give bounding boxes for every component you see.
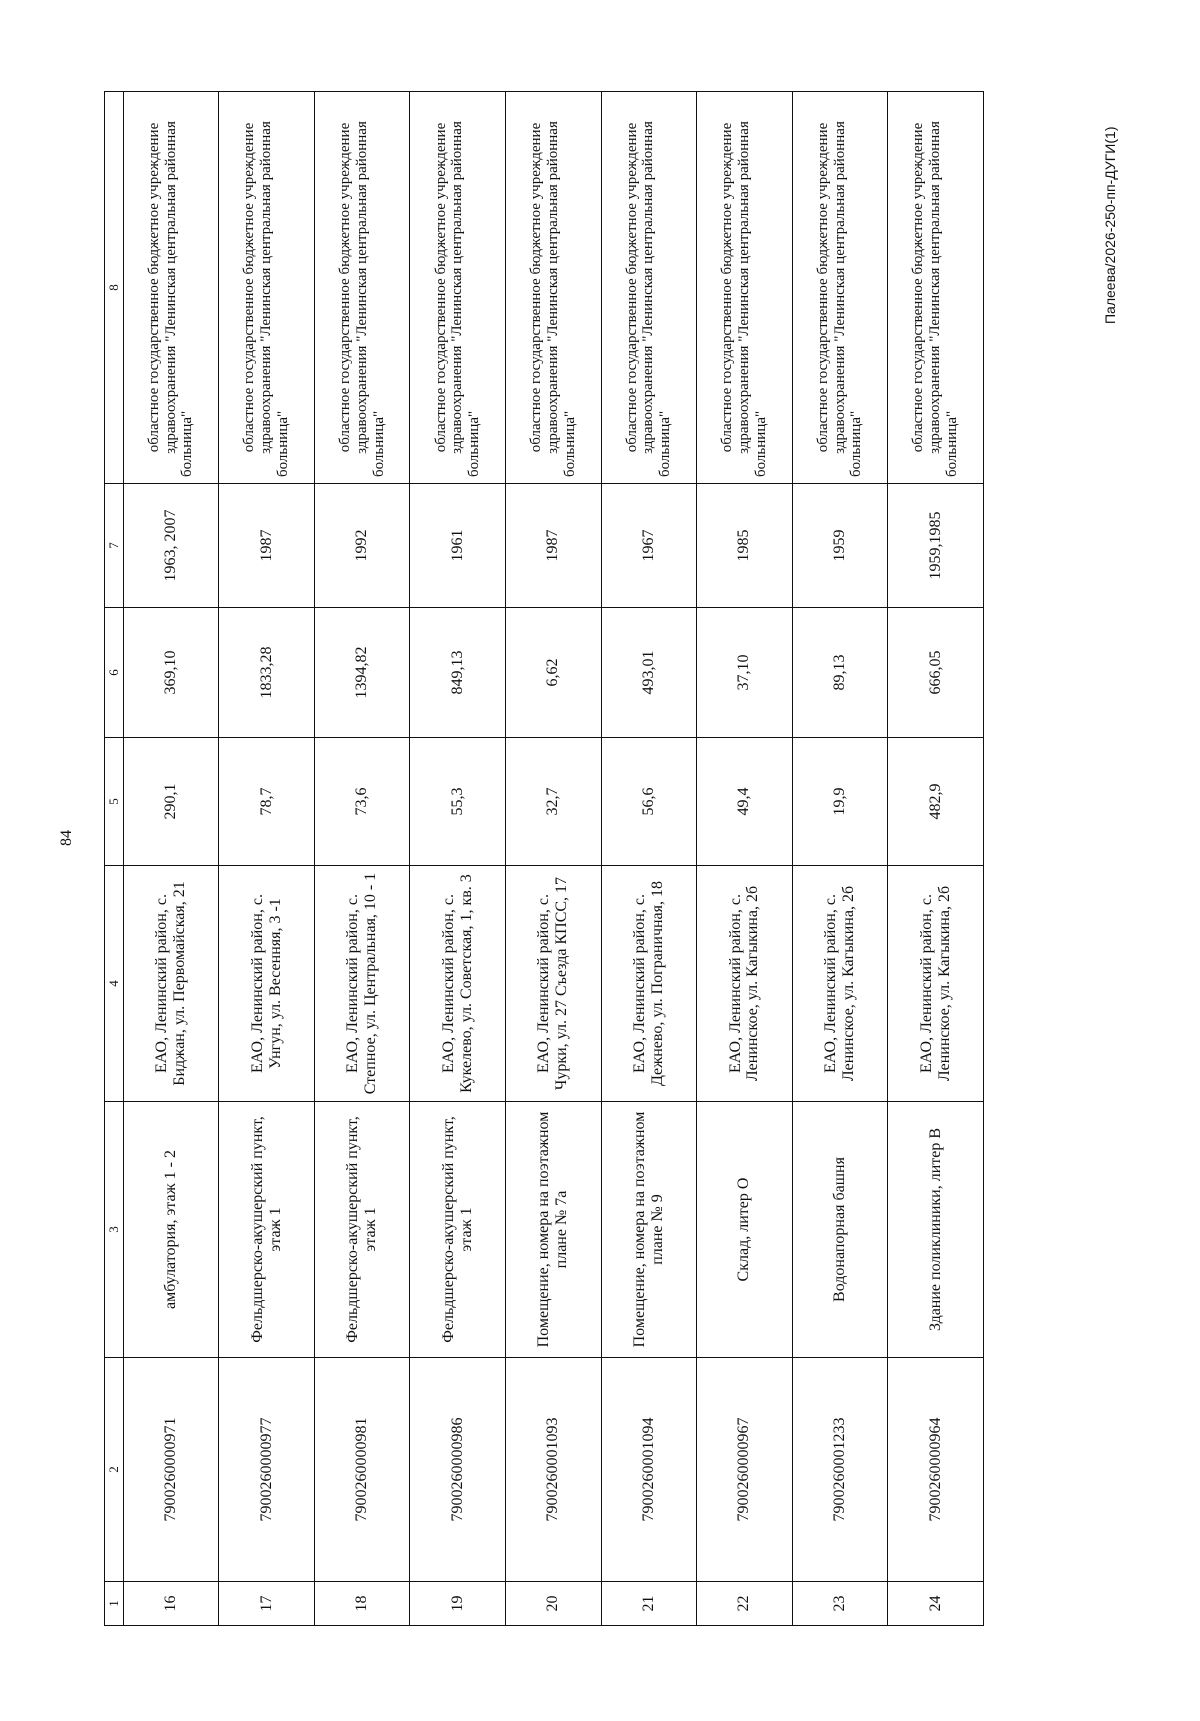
cadastral-number-cell: 7900260000986 (410, 1358, 506, 1582)
owner-cell: областное государственное бюджетное учреждение здравоохранения "Ленинская центральная районная больница" (601, 92, 697, 484)
object-name-cell: Фельдшерско-акушерский пункт, этаж 1 (219, 1102, 315, 1358)
cost-cell: 849,13 (410, 608, 506, 738)
area-cell: 49,4 (697, 738, 793, 866)
cadastral-number-cell: 7900260001093 (505, 1358, 601, 1582)
year-cell: 1985 (697, 484, 793, 608)
area-cell: 73,6 (314, 738, 410, 866)
table-row (697, 92, 793, 1626)
document-code: Палеева/2026-250-пп-ДУГИ(1) (1102, 126, 1118, 324)
address-cell: ЕАО, Ленинский район, с. Ленинское, ул. Кагыкина, 2б (888, 866, 984, 1102)
owner-cell: областное государственное бюджетное учреждение здравоохранения "Ленинская центральная районная больница" (123, 92, 219, 484)
object-name-cell: Склад, литер О (697, 1102, 793, 1358)
address-cell: ЕАО, Ленинский район, с. Кукелево, ул. Советская, 1, кв. 3 (410, 866, 506, 1102)
table-row (314, 92, 410, 1626)
year-cell: 1959,1985 (888, 484, 984, 608)
row-number-cell: 21 (601, 1582, 697, 1626)
cadastral-number-cell: 7900260000971 (123, 1358, 219, 1582)
cadastral-number-cell: 7900260000977 (219, 1358, 315, 1582)
address-cell: ЕАО, Ленинский район, с. Унгун, ул. Весенняя, 3 -1 (219, 866, 315, 1102)
object-name-cell: Водонапорная башня (792, 1102, 888, 1358)
year-cell: 1992 (314, 484, 410, 608)
year-cell: 1959 (792, 484, 888, 608)
table-row (410, 92, 506, 1626)
table-body (105, 92, 984, 1626)
area-cell: 32,7 (505, 738, 601, 866)
table-row (123, 92, 219, 1626)
column-header: 3 (105, 1102, 124, 1358)
column-header: 7 (105, 484, 124, 608)
cost-cell: 89,13 (792, 608, 888, 738)
column-header: 6 (105, 608, 124, 738)
row-number-cell: 16 (123, 1582, 219, 1626)
year-cell: 1987 (505, 484, 601, 608)
owner-cell: областное государственное бюджетное учреждение здравоохранения "Ленинская центральная районная больница" (888, 92, 984, 484)
object-name-cell: Помещение, номера на поэтажном плане № 9 (601, 1102, 697, 1358)
cadastral-number-cell: 7900260000981 (314, 1358, 410, 1582)
row-number-cell: 17 (219, 1582, 315, 1626)
cost-cell: 37,10 (697, 608, 793, 738)
year-cell: 1961 (410, 484, 506, 608)
row-number-cell: 20 (505, 1582, 601, 1626)
address-cell: ЕАО, Ленинский район, с. Ленинское, ул. Кагыкина, 2б (792, 866, 888, 1102)
cadastral-number-cell: 7900260000964 (888, 1358, 984, 1582)
address-cell: ЕАО, Ленинский район, с. Чурки, ул. 27 Съезда КПСС, 17 (505, 866, 601, 1102)
address-cell: ЕАО, Ленинский район, с. Ленинское, ул. Кагыкина, 2б (697, 866, 793, 1102)
area-cell: 78,7 (219, 738, 315, 866)
object-name-cell: Фельдшерско-акушерский пункт, этаж 1 (410, 1102, 506, 1358)
address-cell: ЕАО, Ленинский район, с. Биджан, ул. Первомайская, 21 (123, 866, 219, 1102)
table-row (792, 92, 888, 1626)
area-cell: 290,1 (123, 738, 219, 866)
cost-cell: 6,62 (505, 608, 601, 738)
object-name-cell: амбулатория, этаж 1 - 2 (123, 1102, 219, 1358)
table-row (888, 92, 984, 1626)
owner-cell: областное государственное бюджетное учреждение здравоохранения "Ленинская центральная районная больница" (792, 92, 888, 484)
address-cell: ЕАО, Ленинский район, с. Степное, ул. Центральная, 10 - 1 (314, 866, 410, 1102)
cadastral-number-cell: 7900260001233 (792, 1358, 888, 1582)
cost-cell: 493,01 (601, 608, 697, 738)
object-name-cell: Здание поликлиники, литер В (888, 1102, 984, 1358)
page-number: 84 (58, 830, 75, 846)
owner-cell: областное государственное бюджетное учреждение здравоохранения "Ленинская центральная районная больница" (697, 92, 793, 484)
owner-cell: областное государственное бюджетное учреждение здравоохранения "Ленинская центральная районная больница" (505, 92, 601, 484)
year-cell: 1987 (219, 484, 315, 608)
row-number-cell: 18 (314, 1582, 410, 1626)
column-header: 2 (105, 1358, 124, 1582)
table-row (601, 92, 697, 1626)
address-cell: ЕАО, Ленинский район, с. Дежнево, ул. Пограничная, 18 (601, 866, 697, 1102)
header-row (105, 92, 124, 1626)
cost-cell: 666,05 (888, 608, 984, 738)
property-table (104, 91, 984, 1626)
table-row (219, 92, 315, 1626)
row-number-cell: 24 (888, 1582, 984, 1626)
area-cell: 56,6 (601, 738, 697, 866)
year-cell: 1963, 2007 (123, 484, 219, 608)
area-cell: 55,3 (410, 738, 506, 866)
owner-cell: областное государственное бюджетное учреждение здравоохранения "Ленинская центральная районная больница" (219, 92, 315, 484)
column-header: 4 (105, 866, 124, 1102)
owner-cell: областное государственное бюджетное учреждение здравоохранения "Ленинская центральная районная больница" (410, 92, 506, 484)
row-number-cell: 23 (792, 1582, 888, 1626)
cost-cell: 1394,82 (314, 608, 410, 738)
column-header: 8 (105, 92, 124, 484)
cost-cell: 369,10 (123, 608, 219, 738)
column-header: 5 (105, 738, 124, 866)
table-row (505, 92, 601, 1626)
year-cell: 1967 (601, 484, 697, 608)
area-cell: 482,9 (888, 738, 984, 866)
cadastral-number-cell: 7900260000967 (697, 1358, 793, 1582)
row-number-cell: 19 (410, 1582, 506, 1626)
object-name-cell: Помещение, номера на поэтажном плане № 7а (505, 1102, 601, 1358)
column-header: 1 (105, 1582, 124, 1626)
cadastral-number-cell: 7900260001094 (601, 1358, 697, 1582)
object-name-cell: Фельдшерско-акушерский пункт, этаж 1 (314, 1102, 410, 1358)
row-number-cell: 22 (697, 1582, 793, 1626)
cost-cell: 1833,28 (219, 608, 315, 738)
property-table-rotated (104, 92, 984, 1626)
area-cell: 19,9 (792, 738, 888, 866)
owner-cell: областное государственное бюджетное учреждение здравоохранения "Ленинская центральная районная больница" (314, 92, 410, 484)
